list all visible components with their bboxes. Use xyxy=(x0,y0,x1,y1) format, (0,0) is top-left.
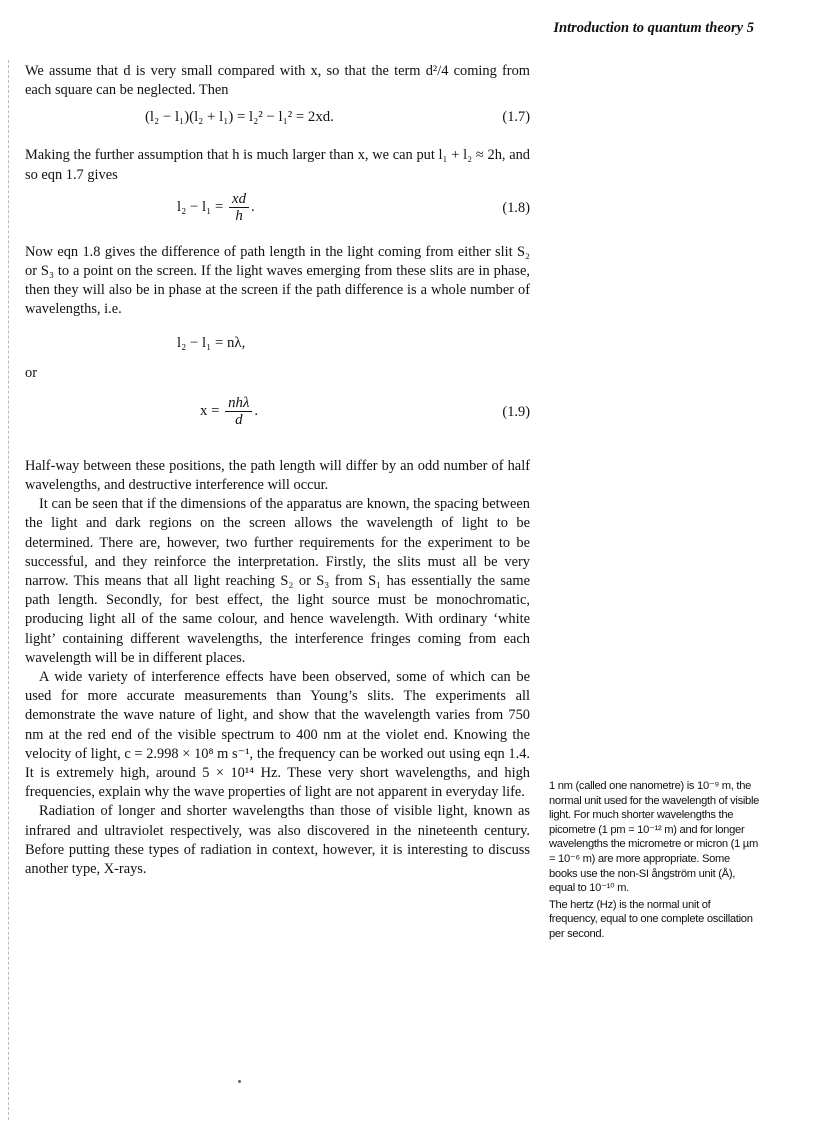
paragraph-6: It can be seen that if the dimensions of the apparatus are known, the spacing between the light and dark regions on the screen allows the wavelength of light to be determined. There are, however, two further requirements for the experiment to be successful, and they reinforce the interpretation. Firstly, the slits must all be very narrow. This means that all light reaching S₂ or S₃ from S₁ has essentially the same path length. Secondly, for best effect, the light source must be monochromatic, producing light all of the same colour, and hence wavelength. With ordinary ‘white light’ containing different wavelengths, the interference fringes coming from each wavelength will be in different places. xyxy=(25,496,530,666)
equation-1-8-number: (1.8) xyxy=(502,199,530,216)
equation-1-8-lhs: l₂ − l₁ = xyxy=(177,198,224,215)
equation-1-9-expression xyxy=(200,395,258,428)
equation-1-9-denominator: d xyxy=(235,411,243,428)
margin-note-hertz: The hertz (Hz) is the normal unit of frequency, equal to one complete oscillation per second. xyxy=(549,898,753,940)
running-title: Introduction to quantum theory xyxy=(553,20,744,36)
equation-1-9-numerator: nhλ xyxy=(225,395,252,412)
paragraph-or: or xyxy=(25,364,37,381)
equation-1-8 xyxy=(25,185,530,231)
main-text-column xyxy=(25,62,530,879)
paragraph-5: Half-way between these positions, the path length will differ by an odd number of half wavelengths, and destructive interference will occur. xyxy=(25,457,530,494)
equation-1-8-numerator: xd xyxy=(229,191,249,208)
equation-1-9-tail: . xyxy=(254,402,259,419)
page-margin-rule xyxy=(8,60,9,1120)
equation-path-difference-expression: l₂ − l₁ = nλ, xyxy=(177,334,246,351)
stray-dot xyxy=(238,1080,241,1083)
paragraph-1: We assume that d is very small compared with x, so that the term d²/4 coming from each square can be neglected. Then xyxy=(25,63,530,99)
equation-1-9 xyxy=(25,383,530,441)
paragraph-7: A wide variety of interference effects have been observed, some of which can be used for more accurate measurements than Young’s slits. The experiments all demonstrate the wave nature of light, and show that the wavelength varies from 750 nm at the red end of the visible spectrum to 400 nm at the violet end. Knowing the velocity of light, c = 2.998 × 10⁸ m s⁻¹, the frequency can be worked out using eqn 1.4. It is extremely high, around 5 × 10¹⁴ Hz. These very short wavelengths, and high frequencies, explain why the wave properties of light are not apparent in everyday life. xyxy=(25,669,530,801)
equation-1-8-expression xyxy=(177,191,255,224)
paragraph-8: Radiation of longer and shorter wavelengths than those of visible light, known as infrared and ultraviolet respectively, was also discovered in the nineteenth century. Before putting these types of radiation in context, however, it is interesting to discuss another type, X-rays. xyxy=(25,803,530,878)
equation-1-9-number: (1.9) xyxy=(502,403,530,420)
equation-1-8-fraction xyxy=(229,191,249,224)
page-number: 5 xyxy=(746,20,754,36)
equation-1-8-denominator: h xyxy=(235,207,243,224)
equation-1-8-tail: . xyxy=(251,198,255,215)
equation-1-7-number: (1.7) xyxy=(502,109,530,126)
margin-notes xyxy=(549,779,761,944)
margin-note-nanometre: 1 nm (called one nanometre) is 10⁻⁹ m, the normal unit used for the wavelength of visible light. For much shorter wavelengths the picometre (1 pm = 10⁻¹² m) and for longer wavelengths the micrometre or micron (1 µm = 10⁻⁶ m) are more appropriate. Some books use the non-SI ångström unit (Å), equal to 10⁻¹⁰ m. xyxy=(549,780,760,895)
equation-1-9-fraction xyxy=(225,395,252,428)
paragraph-3: Now eqn 1.8 gives the difference of path length in the light coming from either slit S₂ or S₃ to a point on the screen. If the light waves emerging from these slits are in phase, then they will also be in phase at the screen if the path difference is a whole number of wavelengths, i.e. xyxy=(25,243,530,318)
equation-1-7 xyxy=(25,100,530,134)
equation-1-7-expression: (l₂ − l₁)(l₂ + l₁) = l₂² − l₁² = 2xd. xyxy=(145,109,334,126)
paragraph-2: Making the further assumption that h is much larger than x, we can put l₁ + l₂ ≈ 2h, and so eqn 1.7 gives xyxy=(25,147,530,183)
equation-1-9-lhs: x = xyxy=(200,402,220,419)
equation-path-difference xyxy=(25,320,530,364)
running-header xyxy=(553,20,754,37)
